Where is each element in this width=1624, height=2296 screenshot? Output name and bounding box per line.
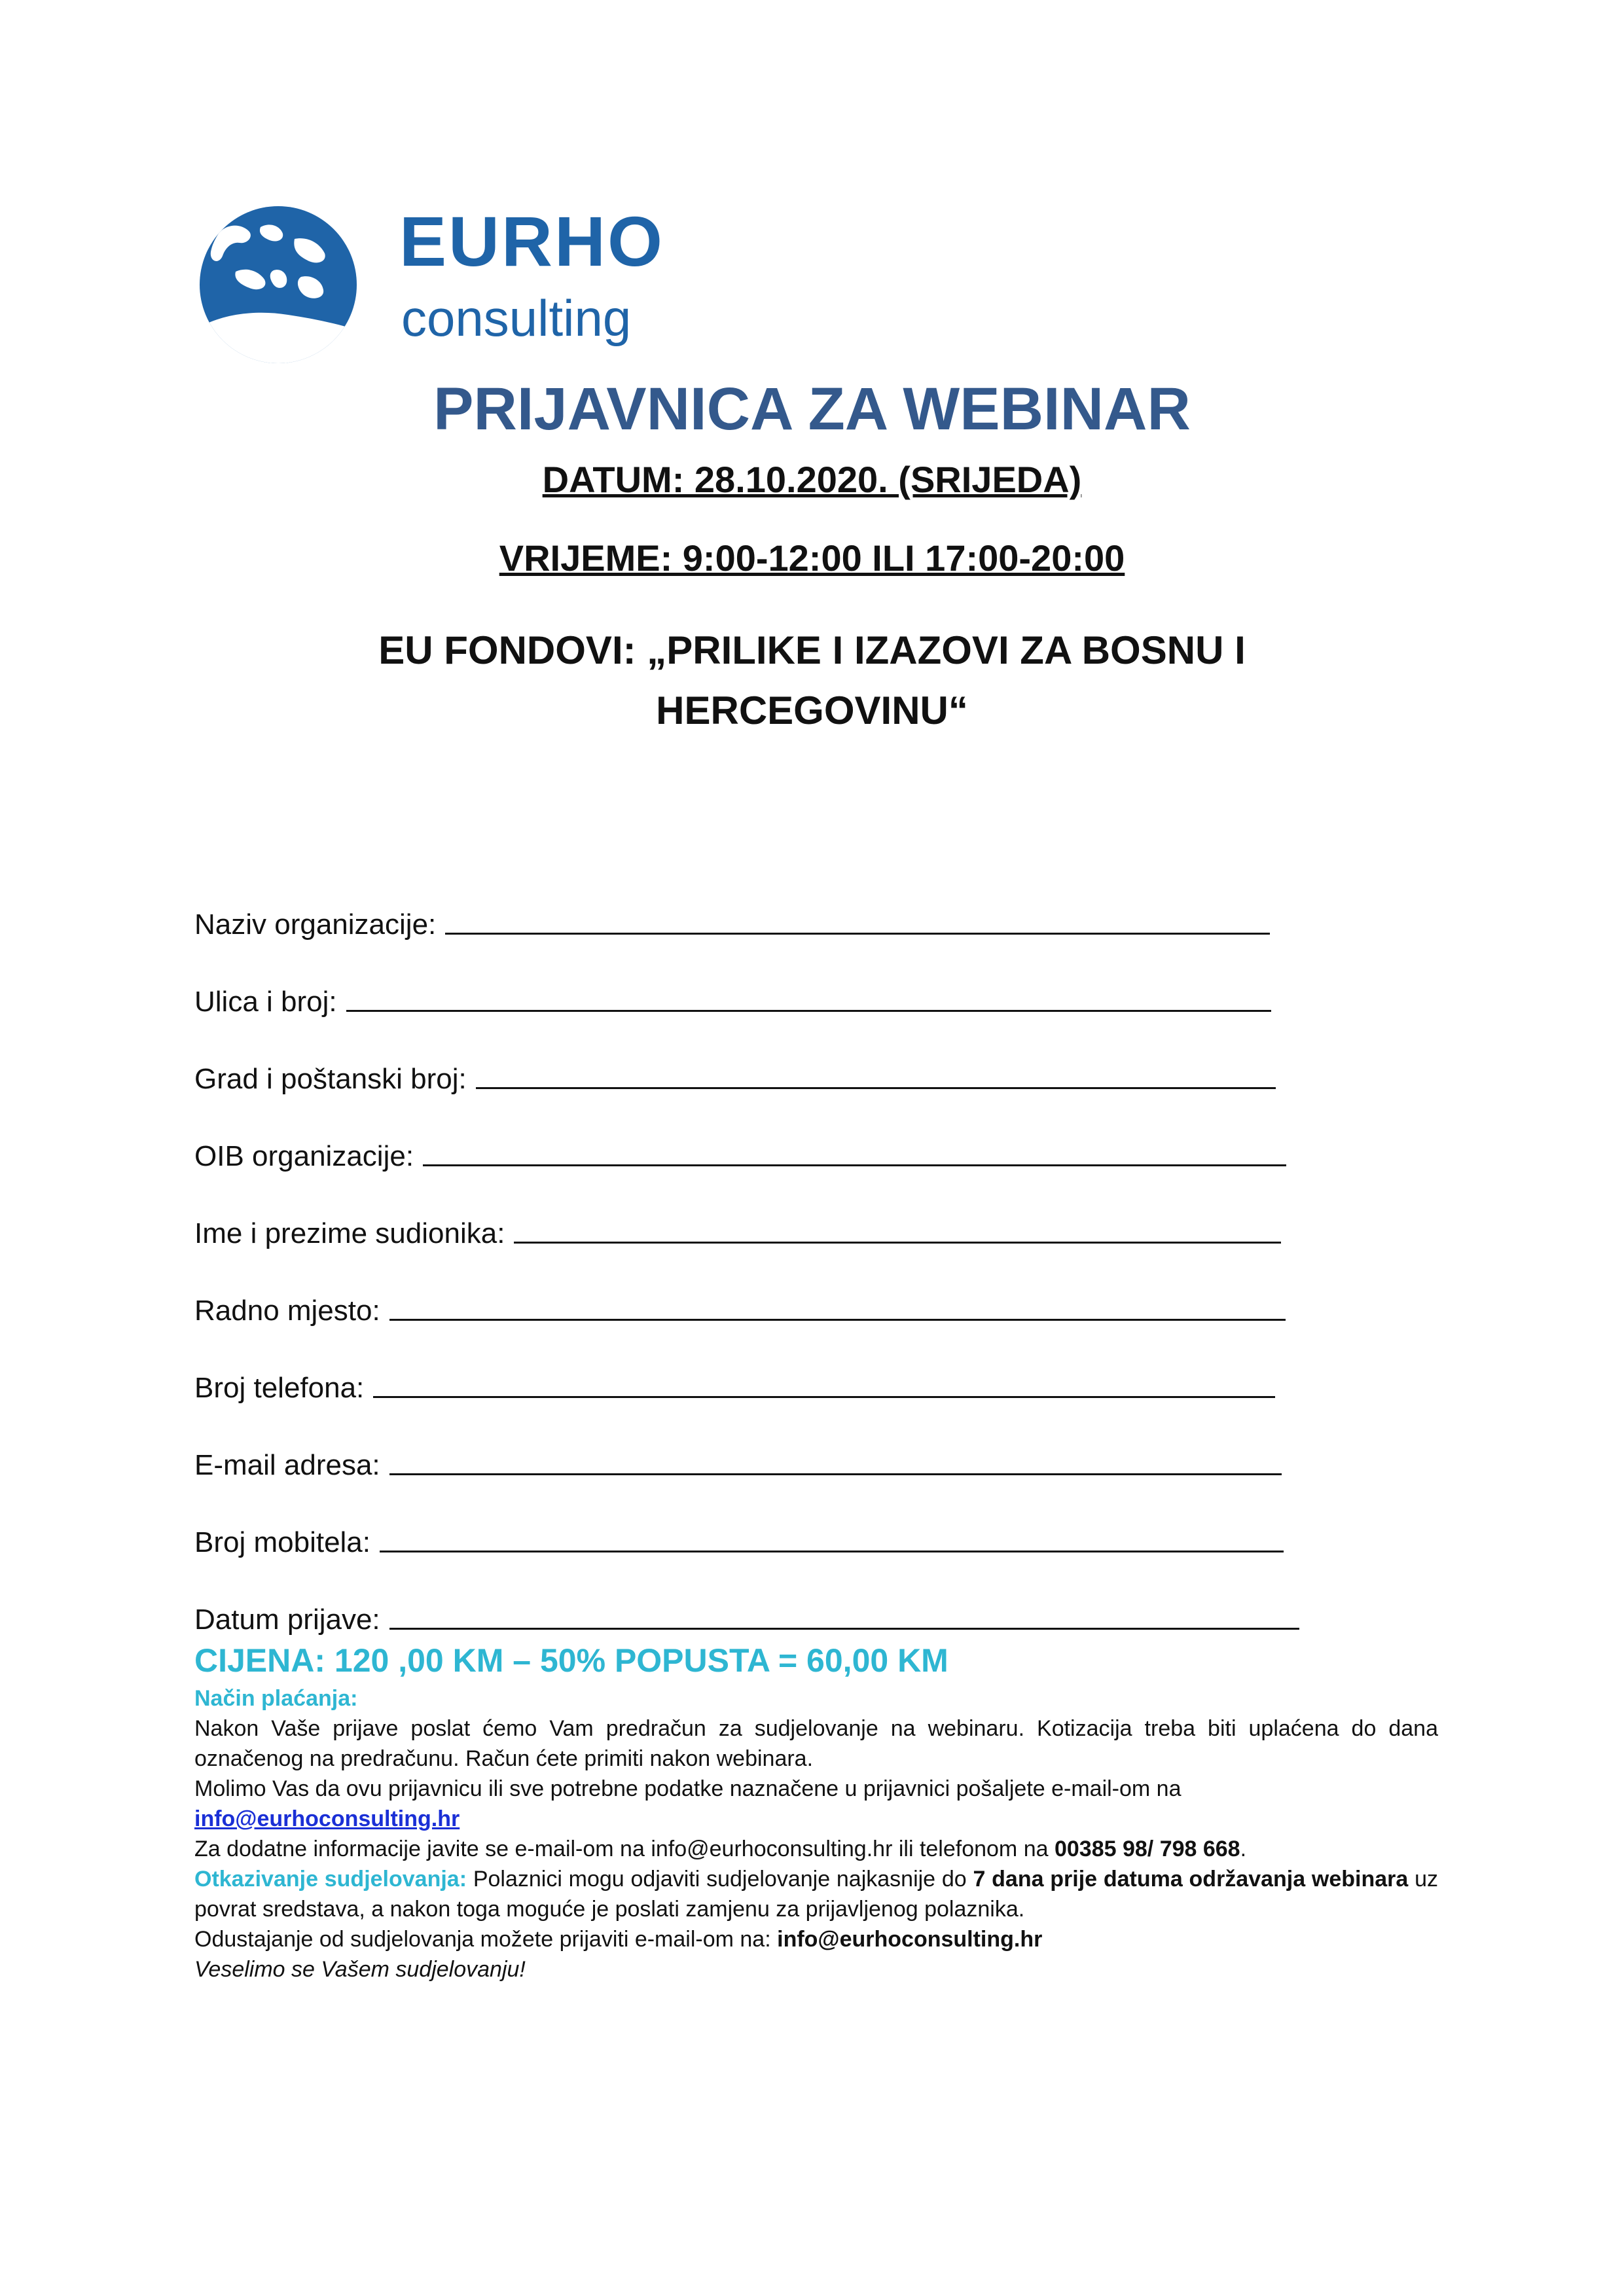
field-label: Ulica i broj: <box>194 986 337 1018</box>
fill-line[interactable] <box>389 1319 1286 1321</box>
field-label: OIB organizacije: <box>194 1140 414 1172</box>
cancel-deadline: 7 dana prije datuma održavanja webinara <box>973 1867 1409 1892</box>
fill-line[interactable] <box>476 1087 1276 1089</box>
contact-end: . <box>1240 1837 1247 1861</box>
closing-text: Veselimo se Vašem sudjelovanju! <box>194 1957 526 1982</box>
fill-line[interactable] <box>445 933 1270 935</box>
fill-line[interactable] <box>373 1396 1275 1398</box>
webinar-time: VRIJEME: 9:00-12:00 ILI 17:00-20:00 <box>499 537 1125 579</box>
field-label: Ime i prezime sudionika: <box>194 1217 505 1249</box>
eurho-logo <box>196 193 668 370</box>
field-email[interactable] <box>194 1405 1320 1482</box>
send-text: Molimo Vas da ovu prijavnicu ili sve potrebne podatke naznačene u prijavnici pošaljete e-mail-om na <box>194 1776 1182 1801</box>
field-registration-date[interactable] <box>194 1559 1320 1636</box>
payment-heading: Način plaćanja: <box>194 1686 358 1711</box>
contact-info <box>194 1834 1438 1864</box>
field-label: Datum prijave: <box>194 1604 380 1636</box>
brand-subname: consulting <box>401 289 632 347</box>
topic-line-2: HERCEGOVINU“ <box>656 689 968 732</box>
cancel-heading: Otkazivanje sudjelovanja: <box>194 1867 467 1892</box>
globe-europe-icon <box>196 193 360 370</box>
fill-line[interactable] <box>346 1010 1271 1012</box>
field-label: Broj mobitela: <box>194 1526 371 1558</box>
fill-line[interactable] <box>514 1242 1281 1244</box>
brand-name: EURHO <box>399 202 665 281</box>
withdraw-info <box>194 1924 1438 1954</box>
webinar-date: DATUM: 28.10.2020. (SRIJEDA) <box>542 459 1082 500</box>
topic-line-1: EU FONDOVI: „PRILIKE I IZAZOVI ZA BOSNU I <box>378 628 1246 672</box>
fill-line[interactable] <box>423 1164 1286 1166</box>
send-instructions <box>194 1774 1438 1834</box>
field-organization-name[interactable] <box>194 864 1320 941</box>
page-title: PRIJAVNICA ZA WEBINAR <box>433 376 1191 442</box>
contact-phone: 00385 98/ 798 668 <box>1054 1837 1240 1861</box>
field-street[interactable] <box>194 941 1320 1018</box>
field-oib[interactable] <box>194 1096 1320 1173</box>
cancellation-info <box>194 1864 1438 1924</box>
field-job-title[interactable] <box>194 1250 1320 1327</box>
info-section <box>194 1641 1438 1984</box>
withdraw-email: info@eurhoconsulting.hr <box>777 1927 1043 1952</box>
field-mobile[interactable] <box>194 1482 1320 1559</box>
fill-line[interactable] <box>389 1628 1299 1630</box>
field-label: Grad i poštanski broj: <box>194 1063 467 1095</box>
field-label: Broj telefona: <box>194 1372 365 1404</box>
field-label: E-mail adresa: <box>194 1449 380 1481</box>
webinar-topic <box>0 620 1624 741</box>
field-phone[interactable] <box>194 1327 1320 1405</box>
registration-form <box>194 864 1320 1636</box>
payment-text: Nakon Vaše prijave poslat ćemo Vam predračun za sudjelovanje na webinaru. Kotizacija treba biti uplaćena do dana označenog na predračunu. Račun ćete primiti nakon webinara. <box>194 1716 1438 1771</box>
field-city-postcode[interactable] <box>194 1018 1320 1096</box>
send-email-link[interactable]: info@eurhoconsulting.hr <box>194 1806 460 1831</box>
field-label: Radno mjesto: <box>194 1295 380 1327</box>
contact-text: Za dodatne informacije javite se e-mail-om na info@eurhoconsulting.hr ili telefonom na <box>194 1837 1049 1861</box>
field-participant-name[interactable] <box>194 1173 1320 1250</box>
price-line: CIJENA: 120 ,00 KM – 50% POPUSTA = 60,00 KM <box>194 1642 948 1679</box>
cancel-text-2: uz povrat sredstava, a nakon toga moguće je poslati zamjenu za prijavljenog polaznika. <box>194 1867 1439 1922</box>
cancel-text-1: Polaznici mogu odjaviti sudjelovanje najkasnije do <box>473 1867 967 1892</box>
fill-line[interactable] <box>389 1473 1282 1475</box>
field-label: Naziv organizacije: <box>194 908 437 941</box>
fill-line[interactable] <box>380 1551 1284 1552</box>
withdraw-text: Odustajanje od sudjelovanja možete prijaviti e-mail-om na: <box>194 1927 771 1952</box>
